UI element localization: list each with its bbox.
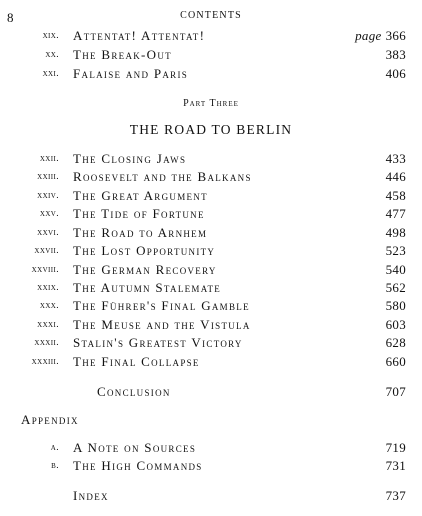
toc-entry	[0, 169, 422, 185]
toc-entry	[0, 225, 422, 241]
toc-entry	[0, 28, 422, 44]
appendix-title: The High Commands	[73, 458, 203, 473]
toc-entry	[0, 440, 422, 456]
chapter-title: The Autumn Stalemate	[73, 280, 222, 295]
chapter-numeral: xxiv.	[37, 191, 59, 201]
chapter-page: 660	[385, 354, 406, 369]
chapter-page: 383	[385, 47, 406, 62]
chapter-page: 540	[385, 262, 406, 277]
chapter-numeral: xxxii.	[34, 338, 59, 348]
chapter-title: The Lost Opportunity	[73, 243, 216, 258]
chapter-numeral: xx.	[45, 50, 59, 60]
chapter-page: 523	[385, 243, 406, 258]
conclusion-page: 707	[385, 384, 406, 399]
toc-entry	[0, 151, 422, 167]
index-page: 737	[385, 488, 406, 503]
chapter-numeral: xxvi.	[37, 228, 59, 238]
toc-entry	[0, 243, 422, 259]
toc-entry	[0, 317, 422, 333]
chapter-numeral: xxviii.	[31, 265, 59, 275]
chapter-page: 562	[385, 280, 406, 295]
toc-entry	[0, 335, 422, 351]
index-title: Index	[73, 488, 109, 503]
chapter-numeral: xxv.	[39, 209, 59, 219]
toc-entry	[0, 206, 422, 222]
chapter-title: The Tide of Fortune	[73, 206, 205, 221]
part-label: Part Three	[183, 98, 239, 109]
chapter-numeral: xxiii.	[37, 172, 59, 182]
chapter-title: The Führer's Final Gamble	[73, 298, 250, 313]
toc-entry	[0, 47, 422, 63]
toc-entry	[0, 458, 422, 474]
chapter-numeral: xxix.	[37, 283, 59, 293]
chapter-page: 458	[385, 188, 406, 203]
chapter-numeral: xxvii.	[34, 246, 59, 256]
toc-entry	[0, 354, 422, 370]
part-title: THE ROAD TO BERLIN	[129, 122, 293, 137]
chapter-title: The Meuse and the Vistula	[73, 317, 251, 332]
chapter-numeral: xix.	[42, 31, 59, 41]
chapter-title: The Road to Arnhem	[73, 225, 208, 240]
toc-entry	[0, 298, 422, 314]
appendix-title: A Note on Sources	[73, 440, 197, 455]
chapter-title: Falaise and Paris	[73, 66, 189, 81]
chapter-page: 580	[385, 298, 406, 313]
chapter-title: Attentat! Attentat!	[73, 28, 206, 43]
chapter-title: The Closing Jaws	[73, 151, 187, 166]
page-title: CONTENTS	[180, 10, 242, 21]
toc-entry-index	[0, 488, 422, 504]
chapter-numeral: xxx.	[39, 301, 59, 311]
chapter-title: Stalin's Greatest Victory	[73, 335, 243, 350]
page-number: 8	[7, 10, 14, 25]
chapter-page: 446	[385, 169, 406, 184]
toc-entry	[0, 66, 422, 82]
chapter-numeral: xxxi.	[37, 320, 59, 330]
appendix-page: 719	[385, 440, 406, 455]
appendix-label: Appendix	[21, 412, 79, 427]
toc-entry	[0, 280, 422, 296]
chapter-title: Roosevelt and the Balkans	[73, 169, 252, 184]
chapter-page: 433	[385, 151, 406, 166]
chapter-page: 406	[385, 66, 406, 81]
chapter-numeral: xxii.	[39, 154, 59, 164]
chapter-page: 366	[385, 28, 406, 43]
chapter-page: 477	[385, 206, 406, 221]
appendix-page: 731	[385, 458, 406, 473]
chapter-page: 603	[385, 317, 406, 332]
toc-entry	[0, 262, 422, 278]
chapter-title: The Great Argument	[73, 188, 208, 203]
chapter-title: The German Recovery	[73, 262, 217, 277]
conclusion-title: Conclusion	[97, 384, 171, 399]
chapter-numeral: xxi.	[42, 69, 59, 79]
appendix-letter: b.	[51, 461, 59, 471]
chapter-page: 498	[385, 225, 406, 240]
chapter-title: The Final Collapse	[73, 354, 200, 369]
toc-entry-conclusion	[0, 384, 422, 400]
chapter-title: The Break-Out	[73, 47, 172, 62]
chapter-numeral: xxxiii.	[31, 357, 59, 367]
chapter-page: 628	[385, 335, 406, 350]
page-prefix: page	[355, 28, 382, 43]
toc-entry	[0, 188, 422, 204]
appendix-letter: a.	[50, 443, 59, 453]
